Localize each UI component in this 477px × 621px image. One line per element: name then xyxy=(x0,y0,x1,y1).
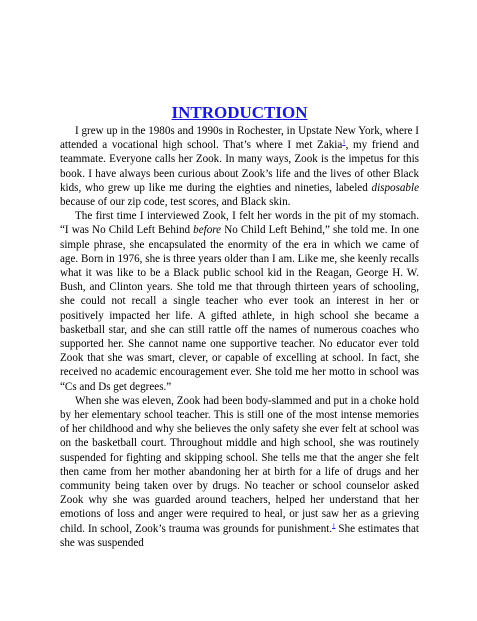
document-page xyxy=(60,103,419,550)
paragraph-3-text-b: She estimates that she was suspended xyxy=(60,522,419,549)
paragraph-2-emphasis: before xyxy=(193,224,222,237)
paragraph-1-text-a: I grew up in the 1980s and 1990s in Rochester, in Upstate New York, where I attended a vocational high school. That’s where I met Zakia xyxy=(60,125,419,152)
paragraph-1-emphasis: disposable xyxy=(371,181,419,194)
paragraph-2 xyxy=(60,209,419,394)
paragraph-3-text-a: When she was eleven, Zook had been body-slammed and put in a choke hold by her elementary school teacher. This is still one of the most intense memories of her childhood and why she believes the only safety she ever felt at school was on the basketball court. Throughout middle and high school, she was routinely suspended for fighting and skipping school. She tells me that the anger she felt then came from her mother abandoning her at birth for a life of drugs and her community being taken over by drugs. No teacher or school counselor asked Zook why she was guarded around teachers, helped her understand that her emotions of loss and anger were required to heal, or just saw her as a grieving child. In school, Zook’s trauma was grounds for punishment. xyxy=(60,394,419,535)
paragraph-3 xyxy=(60,394,419,550)
paragraph-1-text-b: , my friend and teammate. Everyone calls her Zook. In many ways, Zook is the impetus for this book. I have always been curious about Zook’s life and the lives of other Black kids, who grew up like me during the eighties and nineties, labeled xyxy=(60,139,419,194)
chapter-heading: INTRODUCTION xyxy=(171,103,308,122)
paragraph-2-text-a: The first time I interviewed Zook, I felt her words in the pit of my stomach. “I was No Child Left Behind xyxy=(60,210,419,237)
paragraph-1-text-c: because of our zip code, test scores, and Black skin. xyxy=(60,196,291,209)
footnote-ref-1[interactable]: 1 xyxy=(342,138,346,146)
footnote-ref-2[interactable]: 1 xyxy=(332,522,336,529)
paragraph-2-text-b: No Child Left Behind,” she told me. In one simple phrase, she encapsulated the enormity of the era in which we came of age. Born in 1976, she is three years older than I am. Like me, she keenly recalls what it was like to be a Black public school kid in the Reagan, George H. W. Bush, and Clinton years. She told me that through thirteen years of schooling, she could not recall a single teacher who ever took an interest in her or positively impacted her life. A gifted athlete, in high school she became a basketball star, and she can still rattle off the names of numerous coaches who supported her. She cannot name one supportive teacher. No educator ever told Zook that she was smart, clever, or capable of excelling at school. In fact, she received no academic encouragement ever. She told me her motto in school was “Cs and Ds get degrees.” xyxy=(60,224,419,393)
paragraph-1 xyxy=(60,124,419,209)
